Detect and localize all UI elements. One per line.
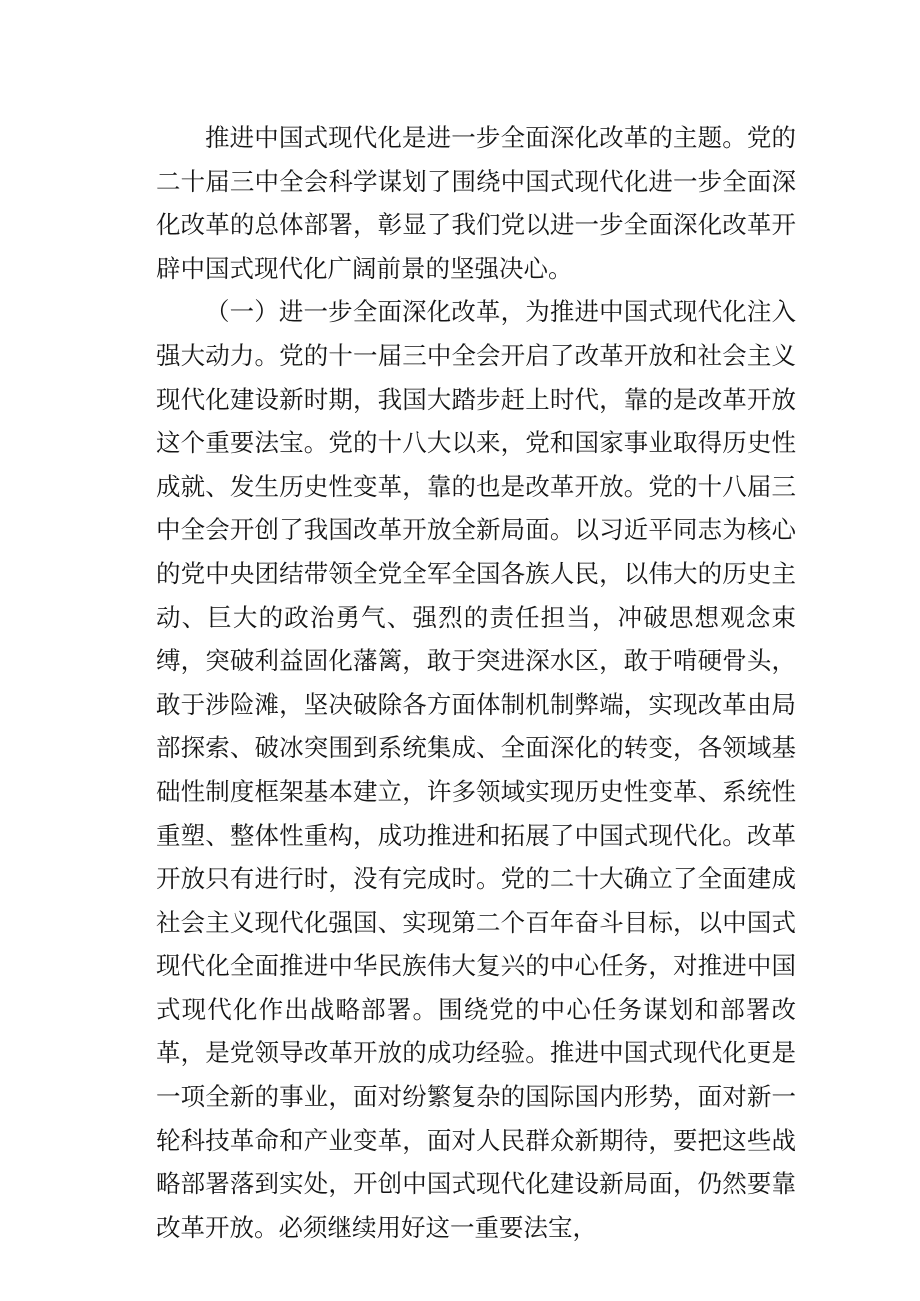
paragraph-section-one: （一）进一步全面深化改革，为推进中国式现代化注入强大动力。党的十一届三中全会开启了改革开放和社会主义现代化建设新时期，我国大踏步赶上时代，靠的是改革开放这个重要法宝。党的十八大以来，党和国家事业取得历史性成就、发生历史性变革，靠的也是改革开放。党的十八届三中全会开创了我国改革开放全新局面。以习近平同志为核心的党中央团结带领全党全军全国各族人民，以伟大的历史主动、巨大的政治勇气、强烈的责任担当，冲破思想观念束缚，突破利益固化藩篱，敢于突进深水区，敢于啃硬骨头，敢于涉险滩，坚决破除各方面体制机制弊端，实现改革由局部探索、破冰突围到系统集成、全面深化的转变，各领域基础性制度框架基本建立，许多领域实现历史性变革、系统性重塑、整体性重构，成功推进和拓展了中国式现代化。改革开放只有进行时，没有完成时。党的二十大确立了全面建成社会主义现代化强国、实现第二个百年奋斗目标，以中国式现代化全面推进中华民族伟大复兴的中心任务，对推进中国式现代化作出战略部署。围绕党的中心任务谋划和部署改革，是党领导改革开放的成功经验。推进中国式现代化更是一项全新的事业，面对纷繁复杂的国际国内形势，面对新一轮科技革命和产业变革，面对人民群众新期待，要把这些战略部署落到实处，开创中国式现代化建设新局面，仍然要靠改革开放。必须继续用好这一重要法宝， — [156, 297, 796, 1242]
paragraph-intro: 推进中国式现代化是进一步全面深化改革的主题。党的二十届三中全会科学谋划了围绕中国式现代化进一步全面深化改革的总体部署，彰显了我们党以进一步全面深化改革开辟中国式现代化广阔前景的坚强决心。 — [156, 123, 796, 283]
document-body — [156, 116, 796, 1249]
